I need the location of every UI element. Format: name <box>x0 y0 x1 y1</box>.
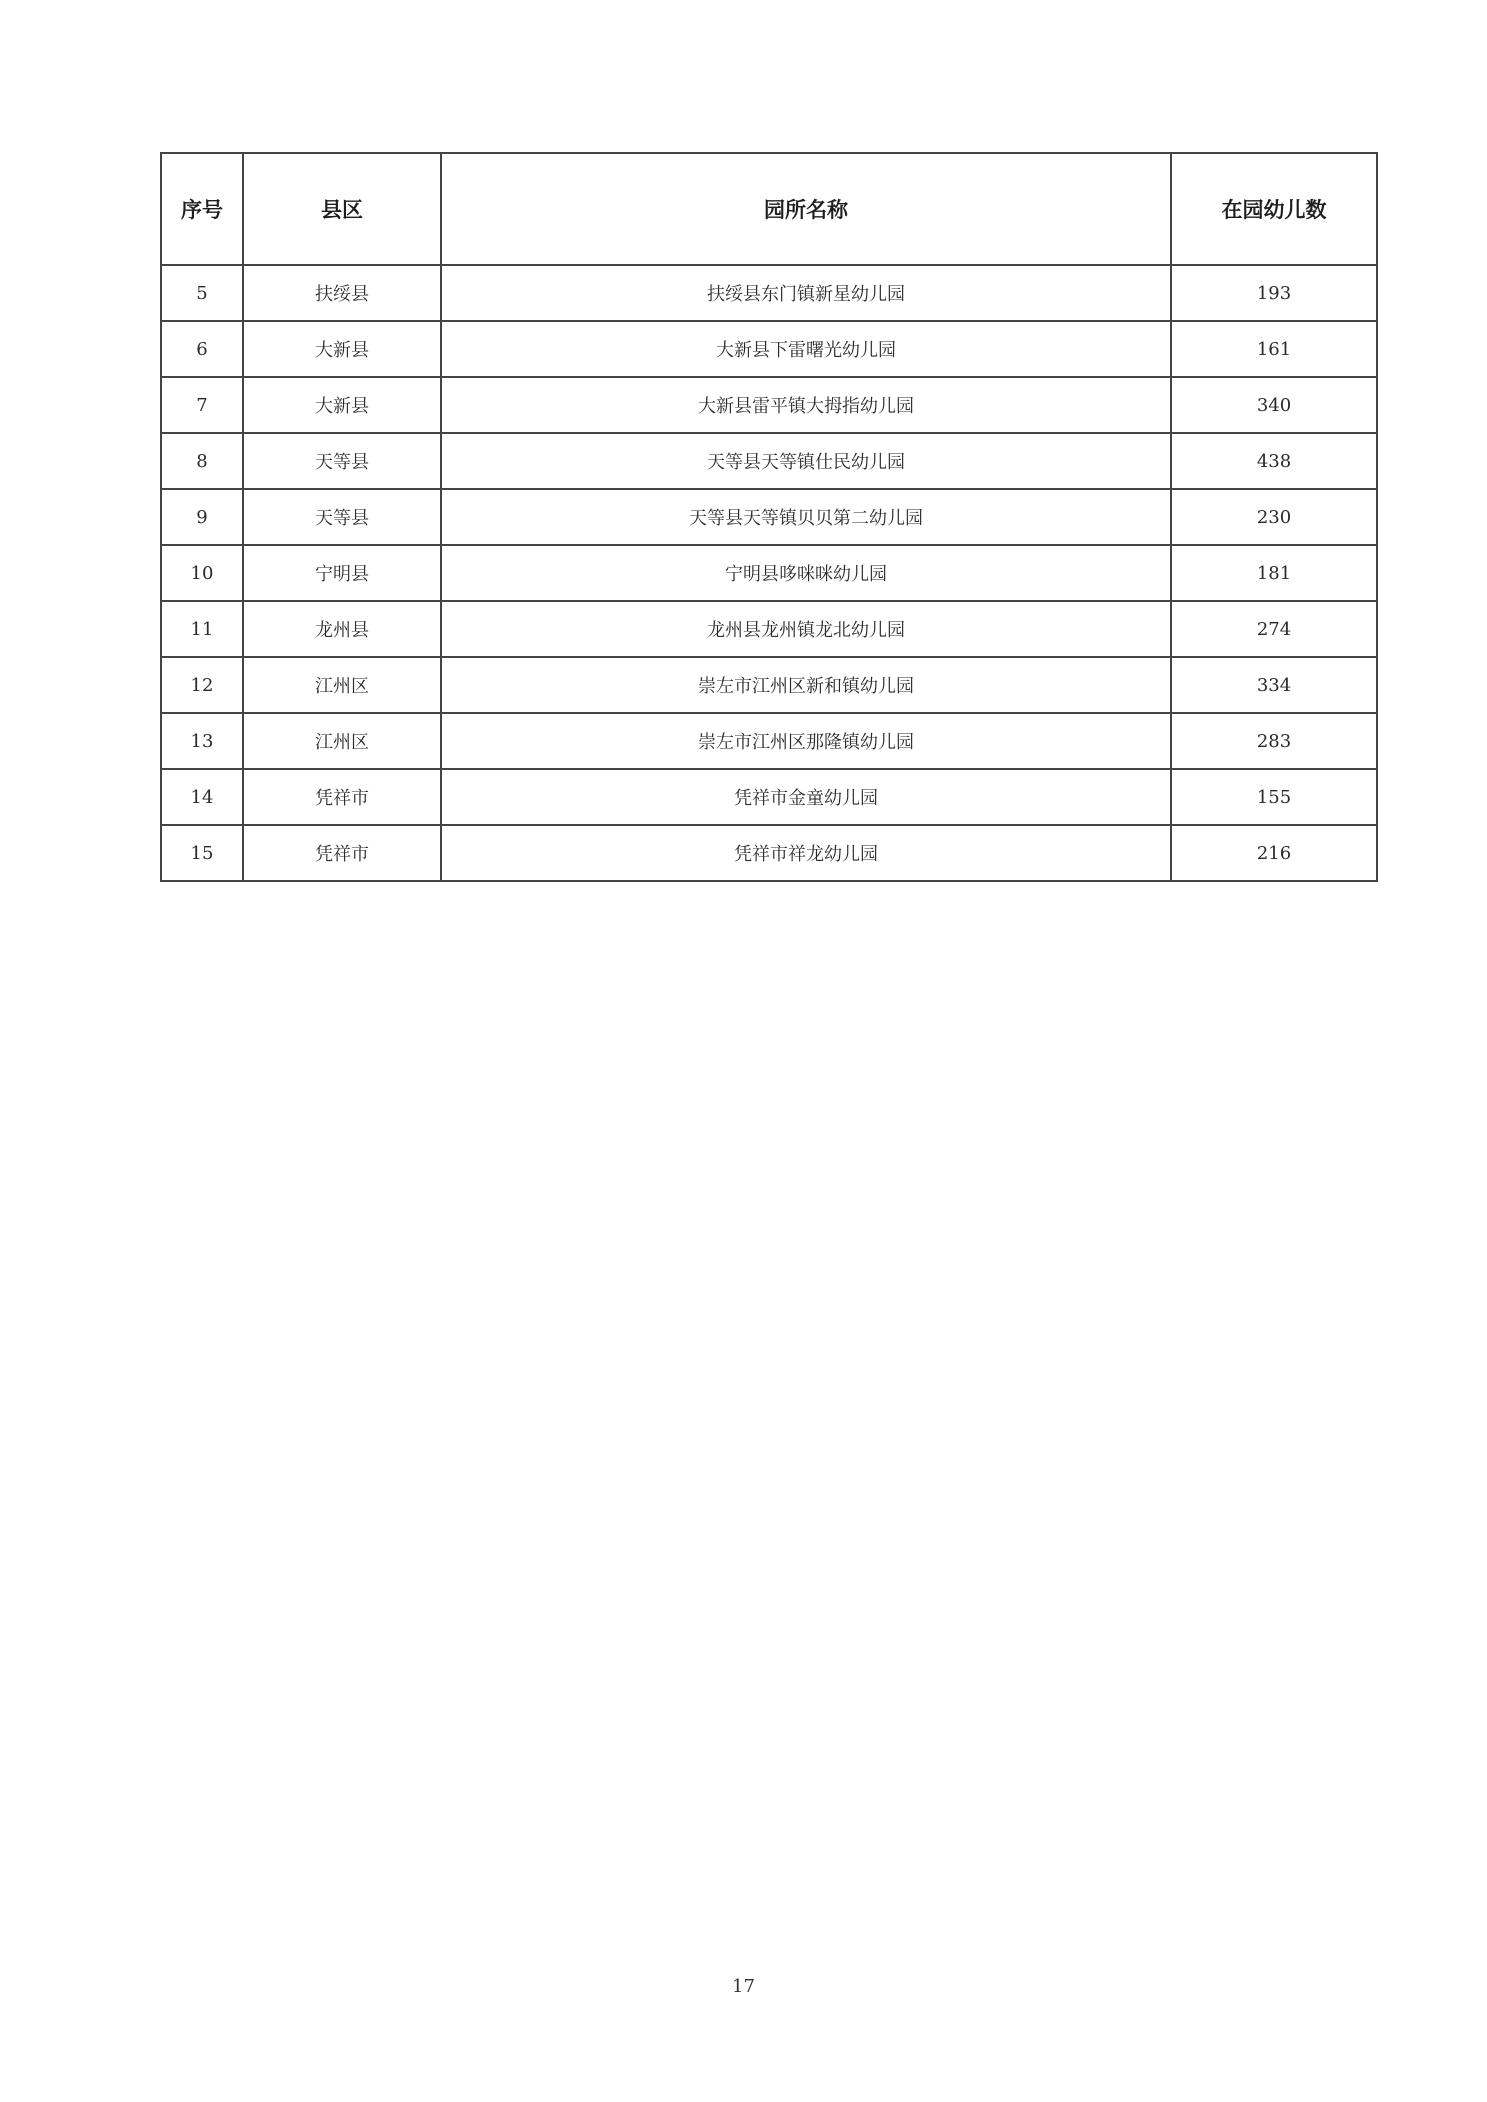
cell-count: 334 <box>1171 657 1377 713</box>
table-row <box>161 433 1377 489</box>
cell-no: 13 <box>161 713 243 769</box>
cell-count: 274 <box>1171 601 1377 657</box>
cell-name: 凭祥市祥龙幼儿园 <box>441 825 1171 881</box>
cell-name: 崇左市江州区新和镇幼儿园 <box>441 657 1171 713</box>
cell-name: 宁明县哆咪咪幼儿园 <box>441 545 1171 601</box>
page-number: 17 <box>732 1976 755 1997</box>
table-row <box>161 545 1377 601</box>
cell-count: 155 <box>1171 769 1377 825</box>
cell-count: 181 <box>1171 545 1377 601</box>
cell-count: 193 <box>1171 265 1377 321</box>
table-row <box>161 489 1377 545</box>
cell-count: 230 <box>1171 489 1377 545</box>
cell-no: 10 <box>161 545 243 601</box>
cell-district: 凭祥市 <box>243 825 441 881</box>
table-row <box>161 321 1377 377</box>
table-row <box>161 825 1377 881</box>
cell-name: 大新县雷平镇大拇指幼儿园 <box>441 377 1171 433</box>
table-header <box>161 153 1377 265</box>
cell-count: 216 <box>1171 825 1377 881</box>
cell-count: 283 <box>1171 713 1377 769</box>
cell-name: 天等县天等镇仕民幼儿园 <box>441 433 1171 489</box>
cell-no: 5 <box>161 265 243 321</box>
cell-district: 江州区 <box>243 657 441 713</box>
cell-district: 龙州县 <box>243 601 441 657</box>
cell-name: 崇左市江州区那隆镇幼儿园 <box>441 713 1171 769</box>
cell-district: 江州区 <box>243 713 441 769</box>
cell-district: 天等县 <box>243 433 441 489</box>
cell-no: 9 <box>161 489 243 545</box>
header-no: 序号 <box>161 153 243 265</box>
cell-no: 11 <box>161 601 243 657</box>
table-row <box>161 601 1377 657</box>
table-row <box>161 265 1377 321</box>
cell-name: 龙州县龙州镇龙北幼儿园 <box>441 601 1171 657</box>
header-row <box>161 153 1377 265</box>
cell-district: 大新县 <box>243 377 441 433</box>
table-row <box>161 377 1377 433</box>
cell-no: 6 <box>161 321 243 377</box>
cell-no: 14 <box>161 769 243 825</box>
cell-count: 340 <box>1171 377 1377 433</box>
cell-no: 15 <box>161 825 243 881</box>
table-row <box>161 769 1377 825</box>
cell-name: 扶绥县东门镇新星幼儿园 <box>441 265 1171 321</box>
cell-name: 大新县下雷曙光幼儿园 <box>441 321 1171 377</box>
cell-name: 凭祥市金童幼儿园 <box>441 769 1171 825</box>
cell-district: 凭祥市 <box>243 769 441 825</box>
table-row <box>161 657 1377 713</box>
cell-district: 扶绥县 <box>243 265 441 321</box>
cell-count: 161 <box>1171 321 1377 377</box>
cell-district: 大新县 <box>243 321 441 377</box>
cell-no: 7 <box>161 377 243 433</box>
cell-count: 438 <box>1171 433 1377 489</box>
cell-name: 天等县天等镇贝贝第二幼儿园 <box>441 489 1171 545</box>
header-count: 在园幼儿数 <box>1171 153 1377 265</box>
cell-no: 12 <box>161 657 243 713</box>
table-row <box>161 713 1377 769</box>
cell-district: 天等县 <box>243 489 441 545</box>
cell-district: 宁明县 <box>243 545 441 601</box>
table-body <box>161 265 1377 881</box>
kindergarten-table <box>160 152 1378 882</box>
cell-no: 8 <box>161 433 243 489</box>
header-name: 园所名称 <box>441 153 1171 265</box>
header-district: 县区 <box>243 153 441 265</box>
